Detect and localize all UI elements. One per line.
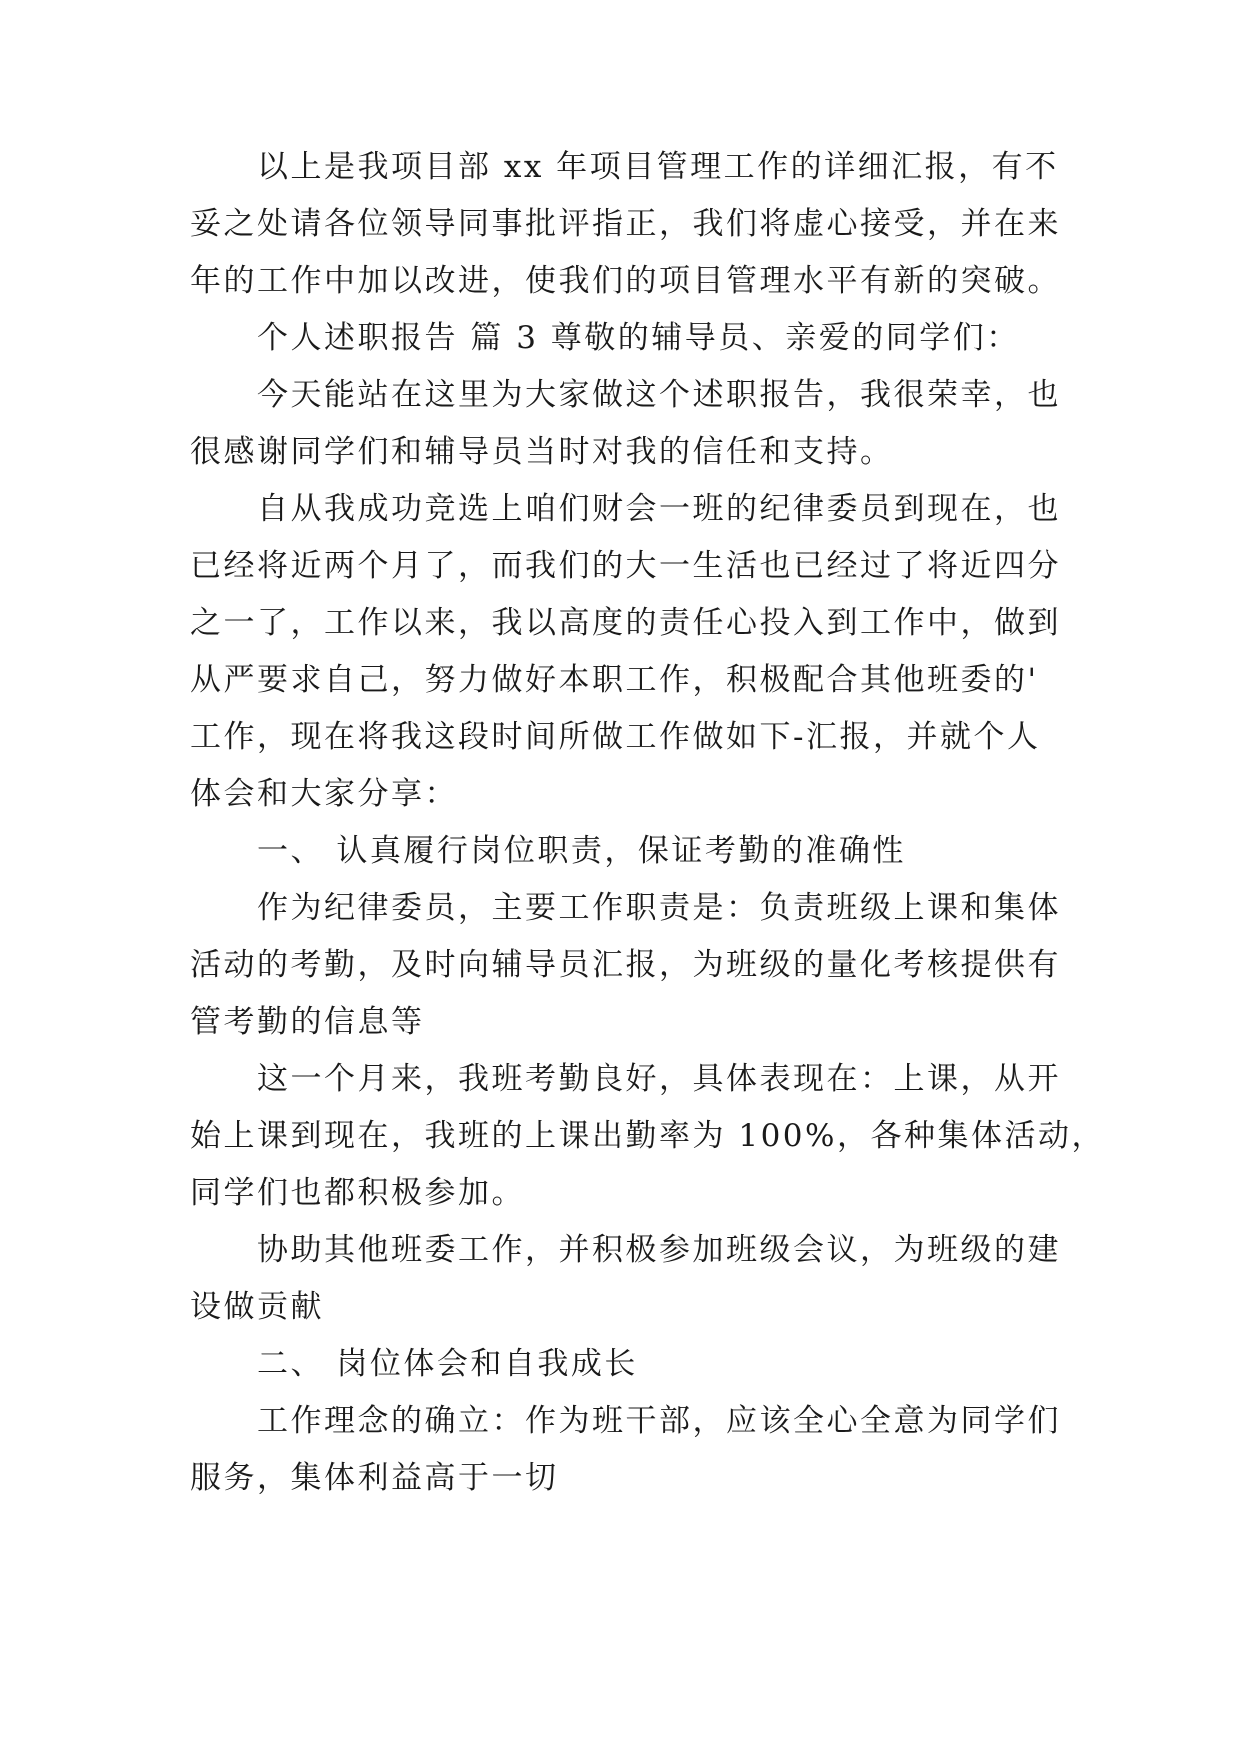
paragraph-3-line-2: 已经将近两个月了，而我们的大一生活也已经过了将近四分 xyxy=(190,548,1061,584)
paragraph-7-line-1: 工作理念的确立：作为班干部，应该全心全意为同学们 xyxy=(257,1403,1061,1439)
heading-section-2: 二、 岗位体会和自我成长 xyxy=(257,1346,638,1382)
paragraph-5-line-1: 这一个月来，我班考勤良好，具体表现在：上课，从开 xyxy=(257,1061,1061,1097)
paragraph-4-line-2: 活动的考勤，及时向辅导员汇报，为班级的量化考核提供有 xyxy=(190,947,1061,983)
paragraph-4-line-3: 管考勤的信息等 xyxy=(190,1004,425,1040)
paragraph-5-line-2: 始上课到现在，我班的上课出勤率为 100%，各种集体活动， xyxy=(190,1118,1105,1154)
paragraph-3-line-6: 体会和大家分享： xyxy=(190,776,458,812)
heading-section-1: 一、 认真履行岗位职责，保证考勤的准确性 xyxy=(257,833,906,869)
paragraph-1-line-3: 年的工作中加以改进，使我们的项目管理水平有新的突破。 xyxy=(190,263,1061,299)
paragraph-2-line-1: 今天能站在这里为大家做这个述职报告，我很荣幸，也 xyxy=(257,377,1061,413)
paragraph-2-line-2: 很感谢同学们和辅导员当时对我的信任和支持。 xyxy=(190,434,894,470)
paragraph-1-line-1: 以上是我项目部 xx 年项目管理工作的详细汇报，有不 xyxy=(257,149,1059,185)
paragraph-6-line-1: 协助其他班委工作，并积极参加班级会议，为班级的建 xyxy=(257,1232,1061,1268)
paragraph-7-line-2: 服务，集体利益高于一切 xyxy=(190,1460,559,1496)
paragraph-5-line-3: 同学们也都积极参加。 xyxy=(190,1175,525,1211)
paragraph-3-line-1: 自从我成功竞选上咱们财会一班的纪律委员到现在，也 xyxy=(257,491,1061,527)
paragraph-4-line-1: 作为纪律委员，主要工作职责是：负责班级上课和集体 xyxy=(257,890,1061,926)
paragraph-3-line-5: 工作，现在将我这段时间所做工作做如下-汇报，并就个人 xyxy=(190,719,1041,755)
paragraph-3-line-3: 之一了，工作以来，我以高度的责任心投入到工作中，做到 xyxy=(190,605,1061,641)
paragraph-6-line-2: 设做贡献 xyxy=(190,1289,324,1325)
paragraph-3-line-4: 从严要求自己，努力做好本职工作，积极配合其他班委的' xyxy=(190,662,1039,698)
section-heading-report-3: 个人述职报告 篇 3 尊敬的辅导员、亲爱的同学们： xyxy=(257,320,1020,356)
paragraph-1-line-2: 妥之处请各位领导同事批评指正，我们将虚心接受，并在来 xyxy=(190,206,1061,242)
